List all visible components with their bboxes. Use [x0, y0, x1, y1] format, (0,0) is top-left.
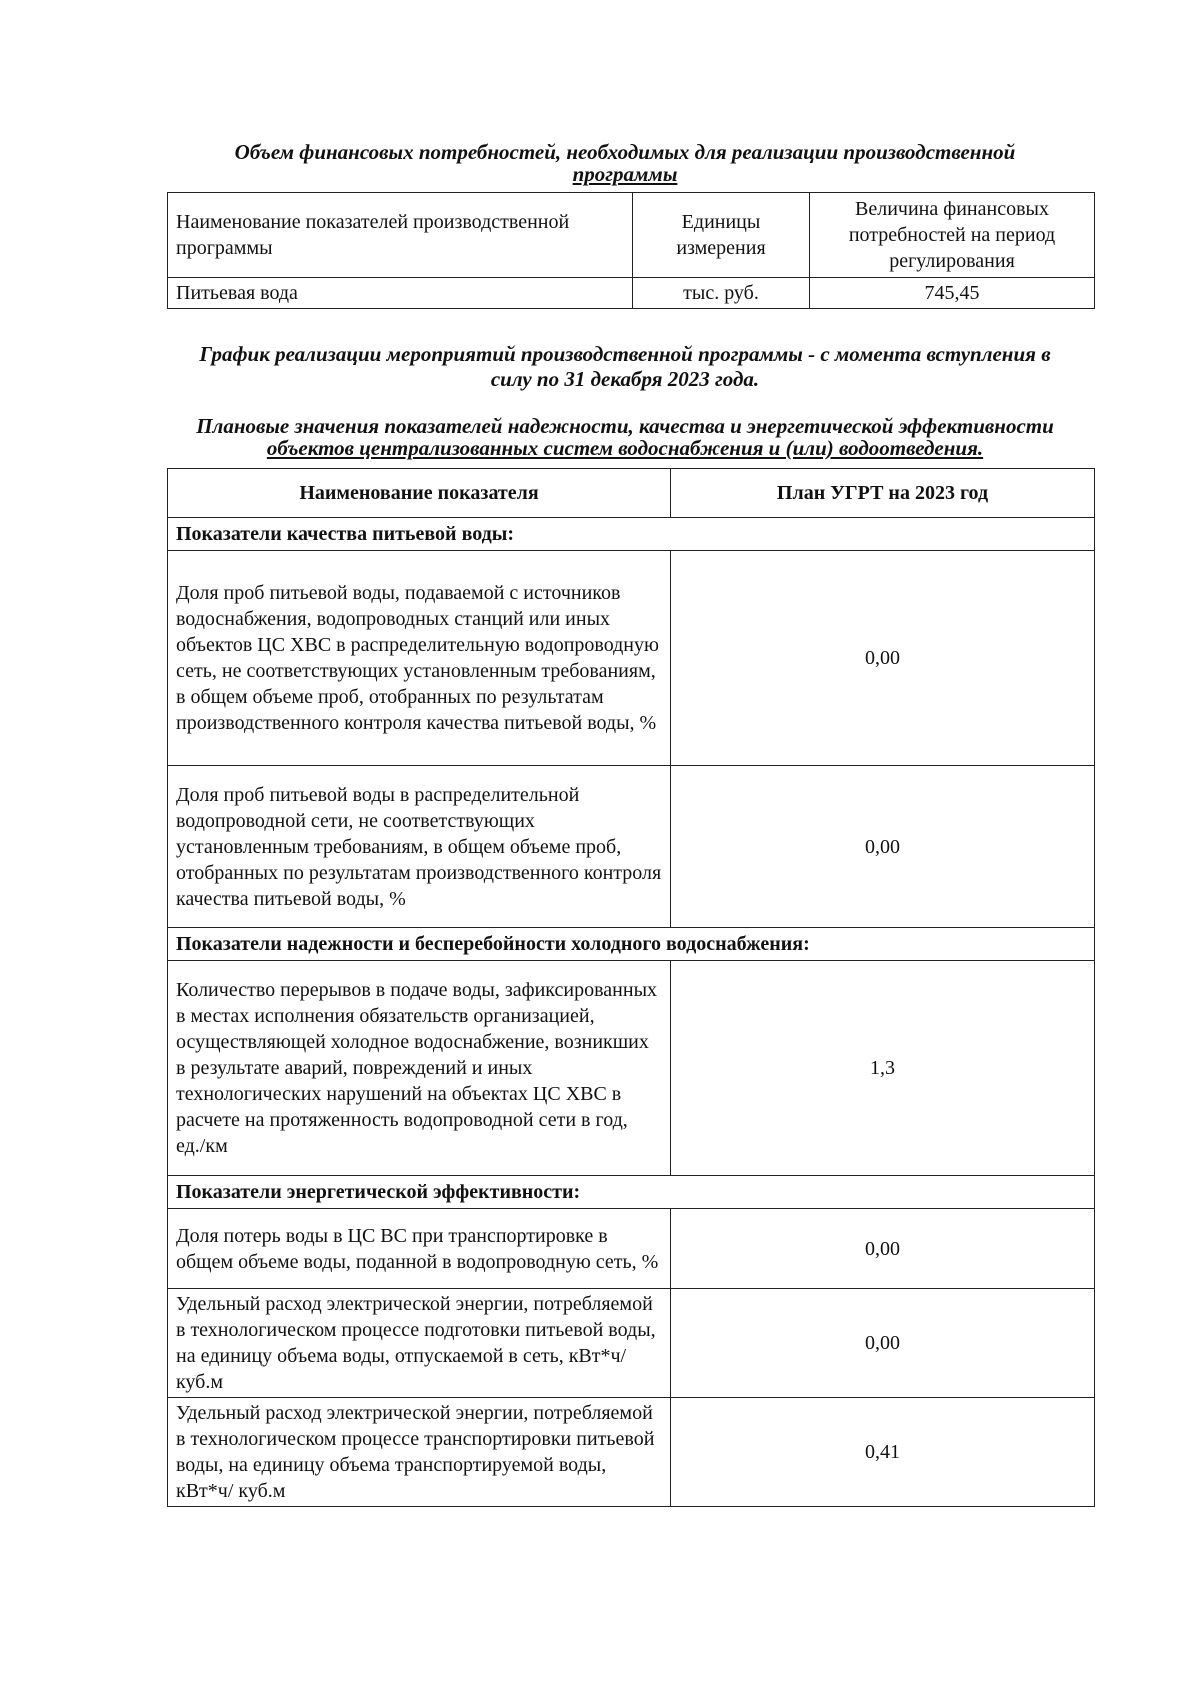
- finance-cell-unit: тыс. руб.: [633, 278, 810, 309]
- section-title-quality: Показатели качества питьевой воды:: [168, 518, 1095, 551]
- schedule-heading-line1: График реализации мероприятий производственной программы - с момента вступления в: [199, 342, 1051, 366]
- indicator-value: 0,00: [671, 766, 1095, 928]
- table-row: [168, 766, 1095, 928]
- table-row: [168, 551, 1095, 766]
- indicator-name: Доля потерь воды в ЦС ВС при транспортировке в общем объеме воды, поданной в водопроводную сеть, %: [168, 1209, 671, 1289]
- indicators-table: [167, 468, 1095, 1507]
- finance-heading: [150, 140, 1100, 187]
- indicator-value: 0,41: [671, 1398, 1095, 1507]
- section-title-energy: Показатели энергетической эффективности:: [168, 1176, 1095, 1209]
- indicator-value: 1,3: [671, 961, 1095, 1176]
- schedule-heading-line2: силу по 31 декабря 2023 года.: [490, 367, 760, 391]
- finance-header-unit: Единицы измерения: [633, 193, 810, 278]
- schedule-heading: [150, 342, 1100, 392]
- finance-heading-line1: Объем финансовых потребностей, необходимых для реализации производственной: [234, 140, 1016, 164]
- finance-cell-value: 745,45: [810, 278, 1095, 309]
- indicators-heading-line2: объектов централизованных систем водоснабжения и (или) водоотведения.: [266, 436, 984, 460]
- finance-cell-name: Питьевая вода: [168, 278, 633, 309]
- section-row: [168, 928, 1095, 961]
- table-row: [168, 961, 1095, 1176]
- indicator-name: Доля проб питьевой воды в распределительной водопроводной сети, не соответствующих установленным требованиям, в общем объеме проб, отобранных по результатам производственного контроля качества питьевой воды, %: [168, 766, 671, 928]
- indicators-header-name: Наименование показателя: [168, 469, 671, 518]
- finance-heading-line2: программы: [572, 162, 678, 186]
- indicators-table-header-row: [168, 469, 1095, 518]
- indicators-heading: [150, 414, 1100, 461]
- indicator-name: Количество перерывов в подаче воды, зафиксированных в местах исполнения обязательств организацией, осуществляющей холодное водоснабжение, возникших в результате аварий, повреждений и иных технологических нарушений на объектах ЦС ХВС в расчете на протяженность водопроводной сети в год, ед./км: [168, 961, 671, 1176]
- table-row: [168, 278, 1095, 309]
- indicators-header-plan: План УГРТ на 2023 год: [671, 469, 1095, 518]
- finance-header-value: Величина финансовых потребностей на период регулирования: [810, 193, 1095, 278]
- table-row: [168, 1398, 1095, 1507]
- indicator-name: Удельный расход электрической энергии, потребляемой в технологическом процессе транспортировки питьевой воды, на единицу объема транспортируемой воды, кВт*ч/ куб.м: [168, 1398, 671, 1507]
- indicators-heading-line1: Плановые значения показателей надежности, качества и энергетической эффективности: [196, 414, 1054, 438]
- indicator-value: 0,00: [671, 551, 1095, 766]
- indicator-name: Удельный расход электрической энергии, потребляемой в технологическом процессе подготовки питьевой воды, на единицу объема воды, отпускаемой в сеть, кВт*ч/ куб.м: [168, 1289, 671, 1398]
- section-row: [168, 518, 1095, 551]
- finance-table: [167, 192, 1095, 309]
- indicator-value: 0,00: [671, 1209, 1095, 1289]
- section-row: [168, 1176, 1095, 1209]
- table-row: [168, 1209, 1095, 1289]
- finance-header-name: Наименование показателей производственной программы: [168, 193, 633, 278]
- section-title-reliability: Показатели надежности и бесперебойности холодного водоснабжения:: [168, 928, 1095, 961]
- indicator-value: 0,00: [671, 1289, 1095, 1398]
- table-row: [168, 1289, 1095, 1398]
- finance-table-header-row: [168, 193, 1095, 278]
- indicator-name: Доля проб питьевой воды, подаваемой с источников водоснабжения, водопроводных станций или иных объектов ЦС ХВС в распределительную водопроводную сеть, не соответствующих установленным требованиям, в общем объеме проб, отобранных по результатам производственного контроля качества питьевой воды, %: [168, 551, 671, 766]
